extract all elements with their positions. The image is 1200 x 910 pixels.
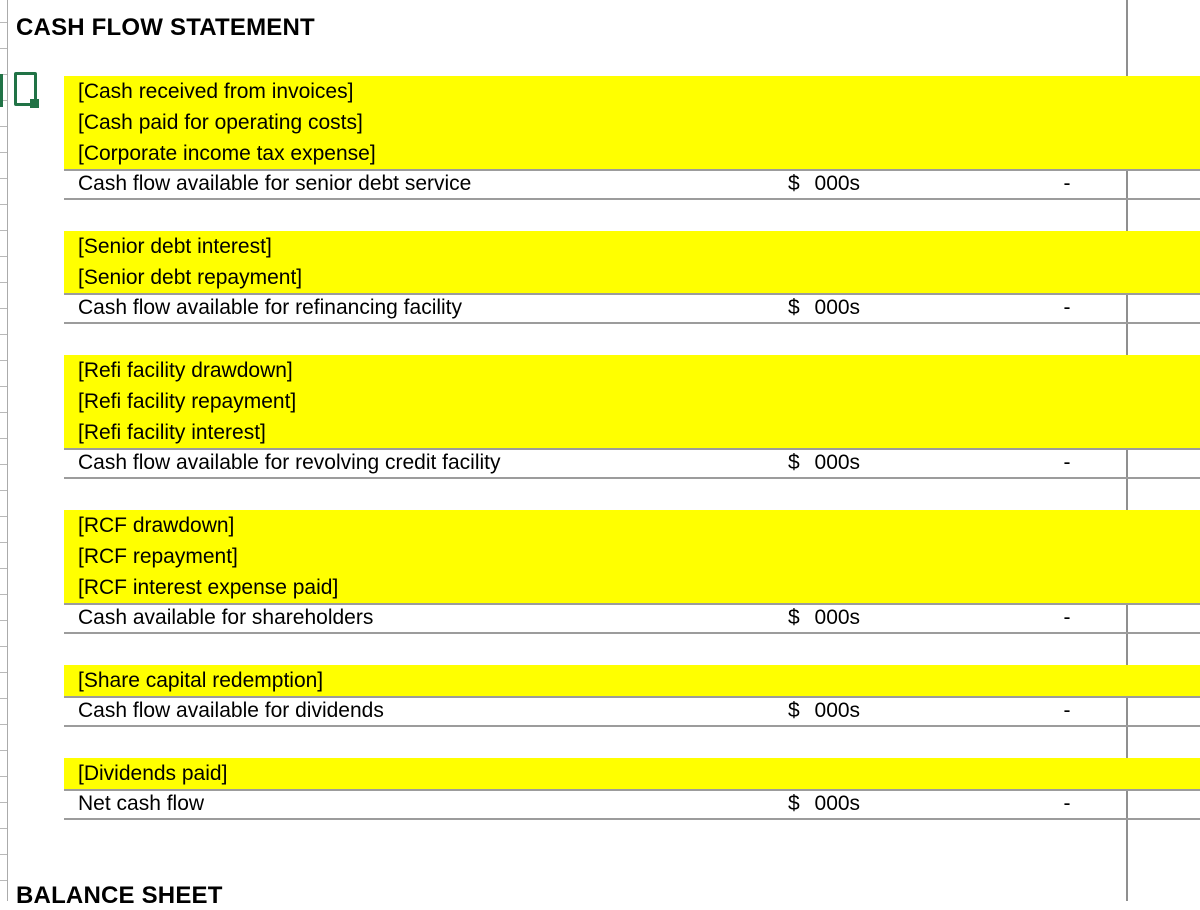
input-row[interactable] <box>64 386 1200 417</box>
empty-row[interactable] <box>0 634 1200 665</box>
value-cell[interactable]: - <box>1063 451 1071 474</box>
input-row[interactable] <box>64 572 1200 603</box>
subtotal-label: Cash flow available for dividends <box>78 699 384 722</box>
value-cell[interactable]: - <box>1063 792 1071 815</box>
cell-label: [RCF repayment] <box>78 545 238 568</box>
empty-row[interactable] <box>0 200 1200 231</box>
unit-cell[interactable]: $ 000s <box>788 296 861 319</box>
unit-cell[interactable]: $ 000s <box>788 172 861 195</box>
subtotal-row[interactable] <box>64 169 1200 200</box>
unit-cell[interactable]: $ 000s <box>788 699 861 722</box>
cell-label: [Refi facility interest] <box>78 421 266 444</box>
input-row[interactable] <box>64 76 1200 107</box>
input-row[interactable] <box>64 417 1200 448</box>
cell-label: [Refi facility drawdown] <box>78 359 293 382</box>
input-row[interactable] <box>64 355 1200 386</box>
subtotal-label: Cash flow available for refinancing facility <box>78 296 463 319</box>
empty-row[interactable] <box>0 727 1200 758</box>
cell-label: [Cash paid for operating costs] <box>78 111 363 134</box>
subtotal-label: Cash available for shareholders <box>78 606 374 629</box>
value-cell[interactable]: - <box>1063 296 1071 319</box>
cell-label: [Cash received from invoices] <box>78 80 354 103</box>
cell-label: [Refi facility repayment] <box>78 390 297 413</box>
subtotal-label: Cash flow available for revolving credit facility <box>78 451 501 474</box>
empty-row[interactable] <box>0 324 1200 355</box>
cell-label: [Corporate income tax expense] <box>78 142 376 165</box>
subtotal-label: Cash flow available for senior debt service <box>78 172 472 195</box>
value-cell[interactable]: - <box>1063 172 1071 195</box>
subtotal-row[interactable] <box>64 293 1200 324</box>
balance-sheet-heading: BALANCE SHEET <box>16 882 223 909</box>
value-cell[interactable]: - <box>1063 699 1071 722</box>
cell-label: [Senior debt repayment] <box>78 266 303 289</box>
unit-cell[interactable]: $ 000s <box>788 606 861 629</box>
cash-flow-grid <box>0 76 1200 820</box>
subtotal-row[interactable] <box>64 603 1200 634</box>
cell-label: [Dividends paid] <box>78 762 228 785</box>
cell-label: [Share capital redemption] <box>78 669 324 692</box>
input-row[interactable] <box>64 665 1200 696</box>
input-row[interactable] <box>64 262 1200 293</box>
unit-cell[interactable]: $ 000s <box>788 451 861 474</box>
input-row[interactable] <box>64 541 1200 572</box>
input-row[interactable] <box>64 510 1200 541</box>
subtotal-row[interactable] <box>64 789 1200 820</box>
cell-label: [Senior debt interest] <box>78 235 272 258</box>
subtotal-row[interactable] <box>64 696 1200 727</box>
subtotal-row[interactable] <box>64 448 1200 479</box>
input-row[interactable] <box>64 758 1200 789</box>
unit-cell[interactable]: $ 000s <box>788 792 861 815</box>
cell-label: [RCF drawdown] <box>78 514 235 537</box>
value-cell[interactable]: - <box>1063 606 1071 629</box>
empty-row[interactable] <box>0 479 1200 510</box>
input-row[interactable] <box>64 231 1200 262</box>
subtotal-label: Net cash flow <box>78 792 205 815</box>
cash-flow-heading: CASH FLOW STATEMENT <box>16 14 315 41</box>
cell-label: [RCF interest expense paid] <box>78 576 339 599</box>
input-row[interactable] <box>64 138 1200 169</box>
input-row[interactable] <box>64 107 1200 138</box>
